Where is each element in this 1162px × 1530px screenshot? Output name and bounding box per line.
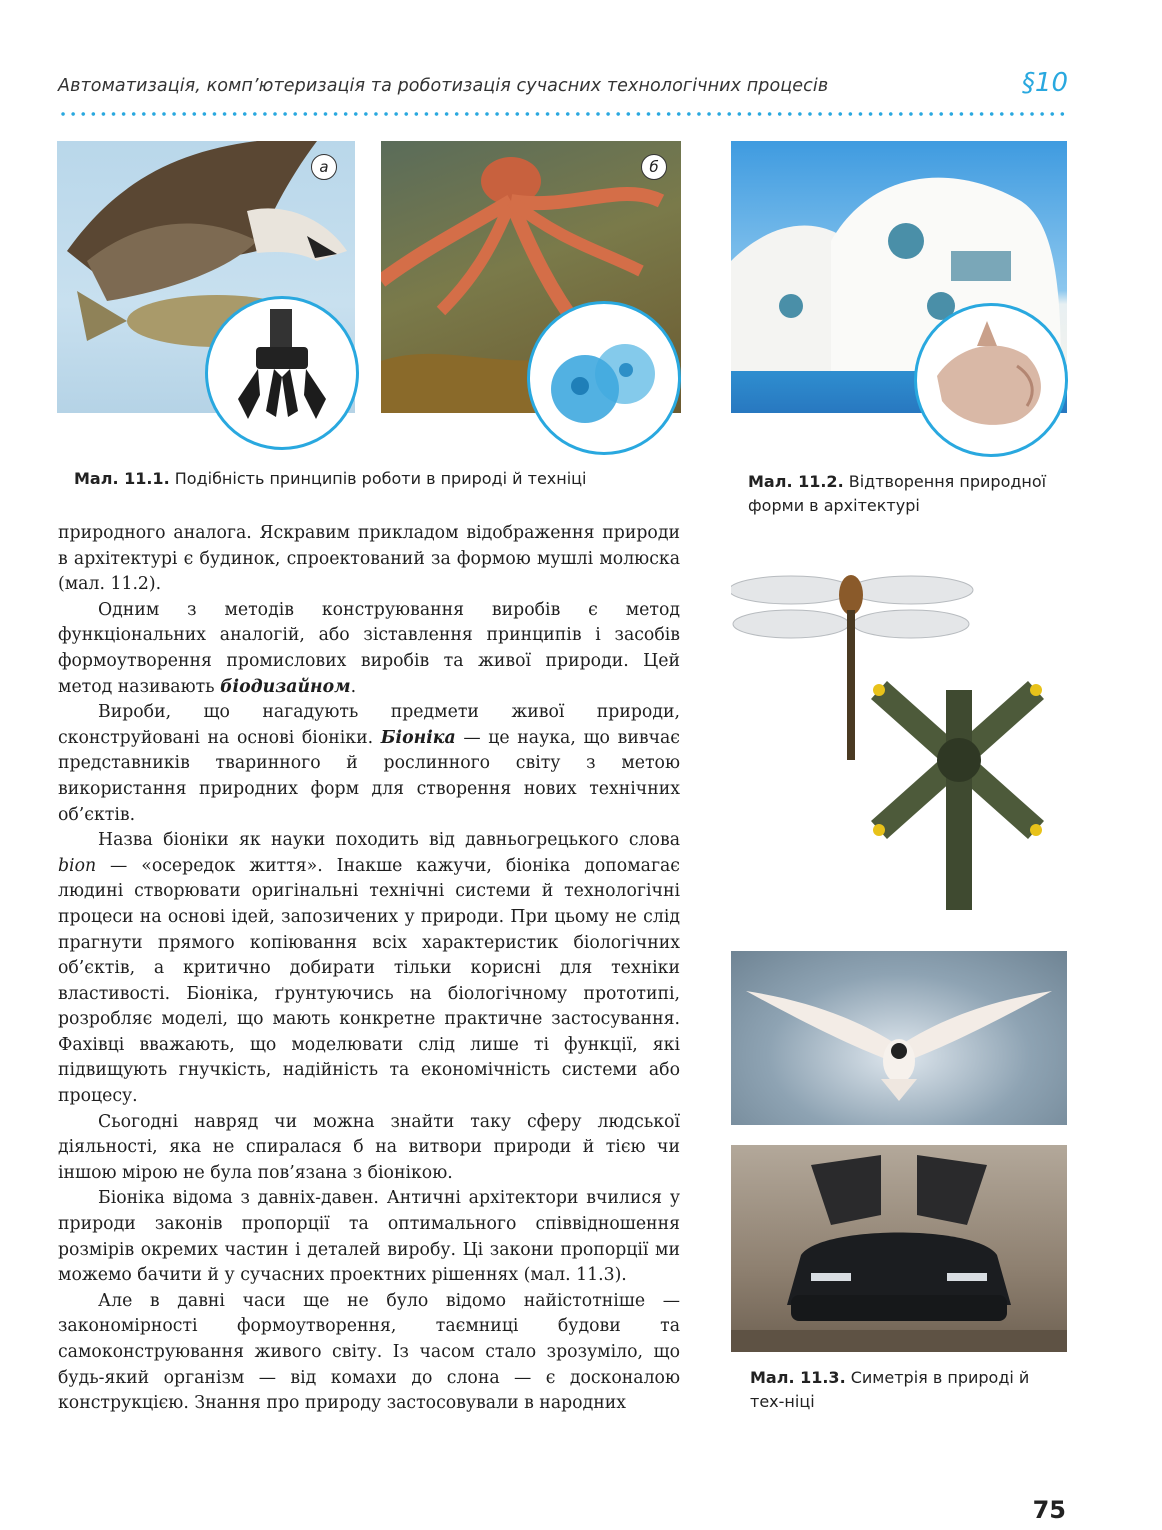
- dragonfly-helicopter-illustration: [731, 560, 1067, 920]
- body-text: [58, 521, 680, 1417]
- tern-illustration: [731, 951, 1067, 1125]
- running-header: [58, 68, 1068, 112]
- paragraph: Сьогодні навряд чи можна знайти таку сферу людської діяльності, яка не спиралася б на витвори природи й тією чи іншою мірою не була пов’язана з біонікою.: [58, 1111, 680, 1183]
- badge-a: а: [311, 154, 337, 180]
- caption-fig-11-3-text: Симетрія в природі й тех-ніці: [750, 1368, 1030, 1411]
- paragraph: природного аналога. Яскравим прикладом відображення природи в архітектурі є будинок, спроектований за формою мушлі молюска (мал. 11.2).: [58, 523, 680, 595]
- suction-cup-icon: [530, 304, 678, 452]
- paragraph: Але в давні часи ще не було відомо найістотніше — закономірності формоутворення, таємниці будови та самоконструювання живого світу. Із часом стало зрозуміло, що будь-який організм — від комахи до слона — є досконалою конструкцією. Знання про природу застосовували в народних: [58, 1290, 680, 1414]
- tern-photo: [731, 951, 1067, 1125]
- caption-fig-11-3-label: Мал. 11.3.: [750, 1368, 846, 1387]
- paragraph: [58, 700, 680, 828]
- paragraph: [58, 598, 680, 700]
- text-run: Назва біоніки як науки походить від давньогрецького слова: [98, 830, 680, 851]
- claw-grabber-icon: [208, 299, 356, 447]
- car-illustration: [731, 1145, 1067, 1352]
- caption-fig-11-1-label: Мал. 11.1.: [74, 469, 170, 488]
- text-run: .: [350, 676, 357, 697]
- grabber-inset: [205, 296, 359, 450]
- header-title: Автоматизація, комп’ютеризація та роботизація сучасних технологічних процесів: [58, 76, 829, 96]
- caption-fig-11-1: [74, 467, 674, 491]
- seashell-icon: [917, 306, 1065, 454]
- text-run: Одним з методів конструювання виробів є метод функціональних аналогій, або зіставлення принципів і засобів формоутворення промислових виробів та живої природи. Цей метод називають: [58, 599, 680, 697]
- caption-fig-11-3: [750, 1366, 1068, 1414]
- suction-cup-inset: [527, 301, 681, 455]
- header-dotted-rule: [58, 112, 1070, 116]
- badge-b: б: [641, 154, 667, 180]
- term-bionics: Біоніка: [380, 727, 456, 748]
- text-run: — «осередок життя». Інакше кажучи, біоніка допомагає людині створювати оригінальні технічні системи й технологічні процеси на основі ідей, запозичених у природи. При цьому не слід прагнути прямого копіювання всіх характеристик біологічних об’єктів, а критично добирати тільки корисні для техніки властивості. Біоніка, ґрунтуючись на біологічному прототипі, розробляє моделі, що мають конкретне практичне застосування. Фахівці вважають, що моделювати слід лише ті функції, які підвищують гнучкість, надійність та економічність системи або процесу.: [58, 855, 680, 1107]
- term-biodesign: біодизайном: [220, 676, 351, 697]
- page-number: 75: [1032, 1496, 1066, 1524]
- text-run: — це наука, що вивчає представників тваринного й рослинного світу з метою використання природних форм для створення нових технічних об’єктів.: [58, 727, 680, 825]
- caption-fig-11-2-label: Мал. 11.2.: [748, 472, 844, 491]
- section-number: §10: [1021, 68, 1068, 98]
- text-run: Вироби, що нагадують предмети живої природи, сконструйовані на основі біоніки.: [58, 702, 680, 748]
- car-photo: [731, 1145, 1067, 1352]
- term-bion: bion: [58, 855, 97, 876]
- caption-fig-11-1-text: Подібність принципів роботи в природі й техніці: [174, 469, 587, 488]
- caption-fig-11-2: [748, 470, 1068, 518]
- paragraph: [58, 828, 680, 1110]
- paragraph: Біоніка відома з давніх-давен. Античні архітектори вчилися у природи законів пропорції та оптимального співвідношення розмірів окремих частин і деталей виробу. Ці закони пропорції ми можемо бачити й у сучасних проектних рішеннях (мал. 11.3).: [58, 1188, 680, 1286]
- caption-fig-11-2-text: Відтворення природної форми в архітектурі: [748, 472, 1047, 515]
- seashell-inset: [914, 303, 1068, 457]
- dragonfly-helicopter-photo: [731, 560, 1067, 920]
